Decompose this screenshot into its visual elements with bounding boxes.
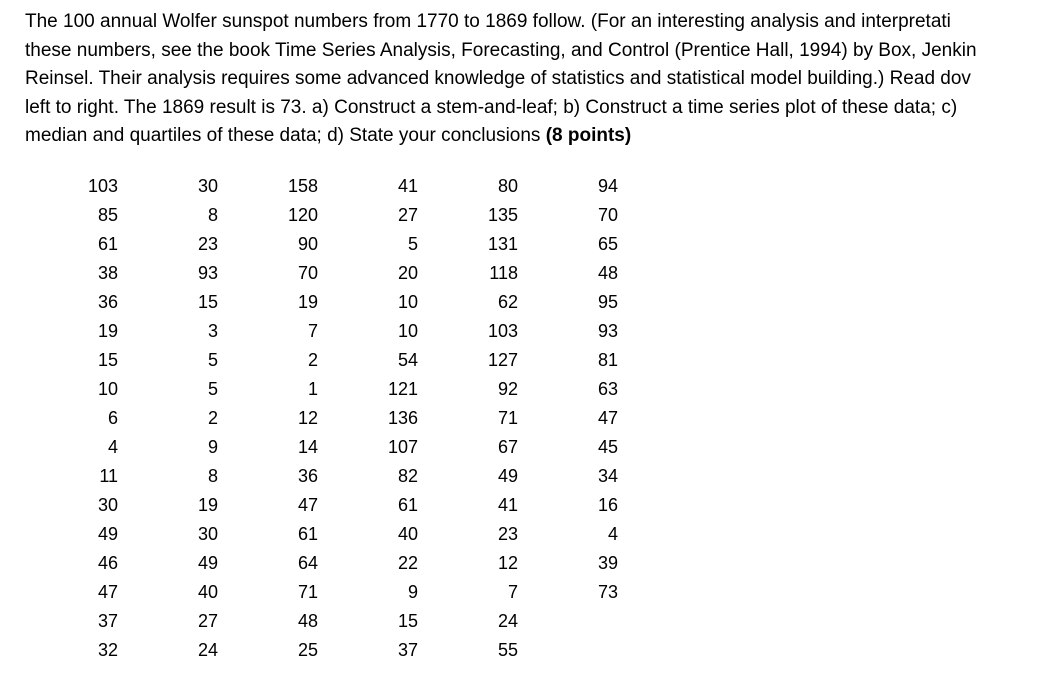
data-cell: 10 — [397, 321, 418, 341]
data-cell: 64 — [297, 553, 318, 573]
data-cell: 93 — [597, 321, 618, 341]
data-cell: 8 — [207, 205, 218, 225]
data-cell: 34 — [597, 466, 618, 486]
data-cell: 12 — [297, 408, 318, 428]
data-cell: 4 — [107, 437, 118, 457]
data-cell: 5 — [407, 234, 418, 254]
data-cell: 41 — [497, 495, 518, 515]
data-cell: 61 — [397, 495, 418, 515]
data-cell: 9 — [207, 437, 218, 457]
data-cell: 1 — [307, 379, 318, 399]
data-cell: 6 — [107, 408, 118, 428]
sunspot-data-table — [0, 172, 1054, 672]
data-cell: 107 — [387, 437, 418, 457]
data-cell: 47 — [297, 495, 318, 515]
data-cell: 49 — [97, 524, 118, 544]
data-column-2 — [158, 172, 218, 665]
prompt-line-3: Reinsel. Their analysis requires some advanced knowledge of statistics and statistical model building.) Read dov — [25, 68, 971, 89]
data-cell: 36 — [297, 466, 318, 486]
problem-statement — [25, 8, 1054, 151]
data-cell: 80 — [497, 176, 518, 196]
data-cell: 54 — [397, 350, 418, 370]
data-cell: 19 — [297, 292, 318, 312]
data-cell: 158 — [287, 176, 318, 196]
data-cell: 70 — [597, 205, 618, 225]
data-cell: 7 — [307, 321, 318, 341]
data-cell: 135 — [487, 205, 518, 225]
data-cell: 30 — [197, 524, 218, 544]
data-cell: 82 — [397, 466, 418, 486]
data-cell: 45 — [597, 437, 618, 457]
data-cell: 55 — [497, 640, 518, 660]
data-cell: 25 — [297, 640, 318, 660]
data-cell: 37 — [97, 611, 118, 631]
data-cell: 95 — [597, 292, 618, 312]
data-cell: 10 — [97, 379, 118, 399]
data-cell: 62 — [497, 292, 518, 312]
data-cell: 118 — [489, 263, 518, 283]
prompt-line-2: these numbers, see the book Time Series Analysis, Forecasting, and Control (Prentice Hall, 1994) by Box, Jenkin — [25, 39, 977, 61]
data-cell: 65 — [597, 234, 618, 254]
data-column-5 — [458, 172, 518, 665]
data-cell: 15 — [197, 292, 218, 312]
data-cell: 30 — [97, 495, 118, 515]
data-cell: 2 — [207, 408, 218, 428]
data-cell: 16 — [597, 495, 618, 515]
data-cell: 49 — [197, 553, 218, 573]
data-cell: 41 — [397, 176, 418, 196]
data-cell: 40 — [397, 524, 418, 544]
data-cell: 30 — [197, 176, 218, 196]
data-cell: 40 — [197, 582, 218, 602]
data-cell: 11 — [99, 466, 118, 486]
data-cell: 94 — [597, 176, 618, 196]
data-cell: 37 — [397, 640, 418, 660]
data-cell: 5 — [207, 379, 218, 399]
data-cell: 4 — [607, 524, 618, 544]
data-cell: 23 — [497, 524, 518, 544]
data-cell: 120 — [287, 205, 318, 225]
data-cell: 136 — [387, 408, 418, 428]
data-cell: 23 — [197, 234, 218, 254]
data-cell: 47 — [597, 408, 618, 428]
data-cell: 92 — [497, 379, 518, 399]
data-cell: 14 — [297, 437, 318, 457]
data-cell: 19 — [97, 321, 118, 341]
data-cell: 27 — [197, 611, 218, 631]
data-column-3 — [258, 172, 318, 665]
data-column-6 — [558, 172, 618, 607]
data-column-4 — [358, 172, 418, 665]
data-cell: 27 — [397, 205, 418, 225]
data-cell: 39 — [597, 553, 618, 573]
data-cell: 2 — [307, 350, 318, 370]
data-cell: 24 — [497, 611, 518, 631]
data-cell: 73 — [597, 582, 618, 602]
data-cell: 48 — [297, 611, 318, 631]
data-cell: 70 — [297, 263, 318, 283]
prompt-line-1: The 100 annual Wolfer sunspot numbers from 1770 to 1869 follow. (For an interesting analysis and interpretati — [25, 11, 951, 32]
data-cell: 121 — [387, 379, 418, 399]
data-cell: 24 — [197, 640, 218, 660]
data-cell: 20 — [397, 263, 418, 283]
data-cell: 19 — [197, 495, 218, 515]
data-cell: 61 — [97, 234, 118, 254]
data-cell: 103 — [87, 176, 118, 196]
data-cell: 93 — [197, 263, 218, 283]
data-cell: 61 — [297, 524, 318, 544]
data-cell: 5 — [207, 350, 218, 370]
data-cell: 38 — [97, 263, 118, 283]
data-cell: 15 — [97, 350, 118, 370]
data-cell: 48 — [597, 263, 618, 283]
data-cell: 7 — [507, 582, 518, 602]
data-cell: 15 — [397, 611, 418, 631]
data-cell: 127 — [487, 350, 518, 370]
data-cell: 71 — [497, 408, 518, 428]
data-cell: 131 — [487, 234, 518, 254]
data-column-1 — [58, 172, 118, 665]
data-cell: 63 — [597, 379, 618, 399]
data-cell: 3 — [207, 321, 218, 341]
data-cell: 71 — [297, 582, 318, 602]
data-cell: 49 — [497, 466, 518, 486]
data-cell: 32 — [97, 640, 118, 660]
prompt-line-5 — [25, 122, 1054, 151]
data-cell: 90 — [297, 234, 318, 254]
prompt-line-5-text: median and quartiles of these data; d) State your conclusions — [25, 125, 546, 146]
data-cell: 85 — [97, 205, 118, 225]
data-cell: 10 — [397, 292, 418, 312]
data-cell: 8 — [207, 466, 218, 486]
data-cell: 36 — [97, 292, 118, 312]
points-label: (8 points) — [545, 125, 632, 146]
prompt-line-4: left to right. The 1869 result is 73. a) Construct a stem-and-leaf; b) Construct a time series plot of these data; c) — [25, 96, 958, 118]
data-cell: 67 — [497, 437, 518, 457]
data-cell: 46 — [97, 553, 118, 573]
data-cell: 103 — [487, 321, 518, 341]
data-cell: 22 — [397, 553, 418, 573]
data-cell: 47 — [97, 582, 118, 602]
data-cell: 12 — [497, 553, 518, 573]
data-cell: 81 — [597, 350, 618, 370]
data-cell: 9 — [407, 582, 418, 602]
